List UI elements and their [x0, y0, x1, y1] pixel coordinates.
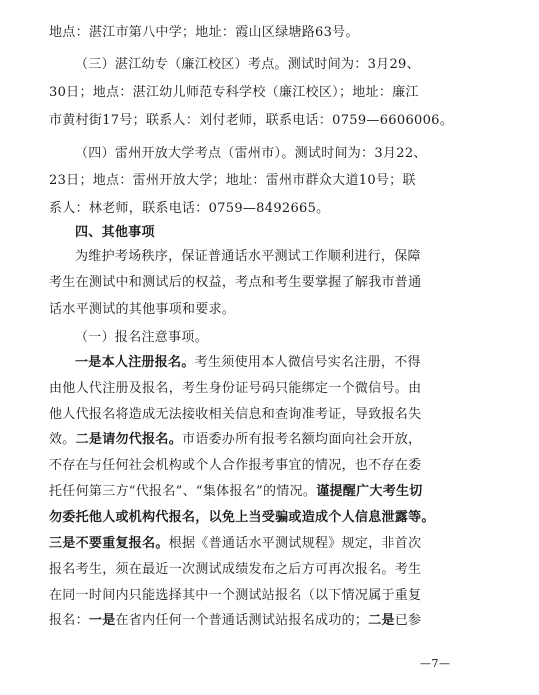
text-segment: 30日；地点：湛江幼儿师范专科学校（廉江校区）；地址：廉江	[49, 85, 419, 100]
text-segment: 不存在与任何社会机构或个人合作报考事宜的情况，也不存在委	[49, 458, 422, 473]
page-number: —7—	[420, 657, 451, 670]
text-line	[49, 170, 489, 192]
text-segment: 四、其他事项	[75, 225, 155, 240]
text-line	[49, 22, 489, 44]
text-segment: 托任何第三方“代报名”、“集体报名”的情况。	[49, 484, 317, 499]
text-line	[49, 110, 489, 132]
text-line	[75, 246, 489, 268]
text-segment: 23日；地点：雷州开放大学；地址：雷州市群众大道10号；联	[49, 173, 416, 188]
text-line	[75, 327, 489, 349]
text-segment: （三）湛江幼专（廉江校区）考点。测试时间为：3月29、	[75, 57, 420, 72]
text-segment: （四）雷州开放大学考点（雷州市）。测试时间为：3月22、	[75, 146, 427, 161]
text-line	[49, 481, 489, 503]
text-line	[49, 559, 489, 581]
section-heading	[75, 222, 489, 244]
text-segment: 效。	[49, 432, 76, 447]
text-segment: 话水平测试的其他事项和要求。	[49, 302, 236, 317]
text-segment: 为维护考场秩序，保证普通话水平测试工作顺利进行，保障	[75, 249, 421, 264]
text-segment: （一）报名注意事项。	[75, 330, 209, 345]
text-segment: 考生须使用本人微信号实名注册，不得	[194, 355, 421, 370]
text-line	[49, 404, 489, 426]
text-segment: 市语委办所有报考名额均面向社会开放，	[182, 432, 422, 447]
text-line	[75, 352, 489, 374]
text-segment: 在省内任何一个普通话测试站报名成功的；	[115, 613, 369, 628]
bold-text-segment: 谨提醒广大考生切	[316, 484, 423, 499]
text-line	[75, 143, 489, 165]
text-segment: 由他人代注册及报名，考生身份证号码只能绑定一个微信号。由	[49, 381, 422, 396]
text-segment: 考生在测试中和测试后的权益，考点和考生要掌握了解我市普通	[49, 275, 422, 290]
text-segment: 地点：湛江市第八中学；地址：霞山区绿塘路63号。	[49, 25, 359, 40]
text-line	[49, 533, 489, 555]
text-line	[75, 54, 489, 76]
text-segment: 已参	[394, 613, 422, 628]
text-segment: 报名：	[49, 613, 89, 628]
text-line	[49, 455, 489, 477]
text-line	[49, 507, 489, 529]
text-segment: 在同一时间内只能选择其中一个测试站报名（以下情况属于重复	[49, 588, 422, 603]
bold-text-segment: 二是请勿代报名。	[75, 432, 183, 447]
text-line	[49, 429, 489, 451]
text-line	[49, 299, 489, 321]
text-line	[49, 585, 489, 607]
text-line	[49, 198, 489, 220]
text-line	[49, 610, 489, 632]
text-segment: 报名考生，须在最近一次测试成绩发布之后方可再次报名。考生	[49, 562, 422, 577]
text-segment: 系人：林老师，联系电话：0759—8492665。	[49, 201, 330, 216]
bold-text-segment: 一是本人注册报名。	[75, 355, 195, 370]
bold-text-segment: 勿委托他人或机构代报名，以免上当受骗或造成个人信息泄露等。	[49, 510, 435, 525]
text-segment: 市黄村街17号；联系人：刘付老师，联系电话：0759—6606006。	[49, 113, 454, 128]
bold-text-segment: 一是	[88, 613, 116, 628]
text-segment: 根据《普通话水平测试规程》规定，非首次	[168, 536, 422, 551]
bold-text-segment: 二是	[368, 613, 395, 628]
text-line	[49, 82, 489, 104]
text-line	[49, 272, 489, 294]
text-segment: 他人代报名将造成无法接收相关信息和查询准考证，导致报名失	[49, 407, 422, 422]
bold-text-segment: 三是不要重复报名。	[49, 536, 169, 551]
text-line	[49, 378, 489, 400]
